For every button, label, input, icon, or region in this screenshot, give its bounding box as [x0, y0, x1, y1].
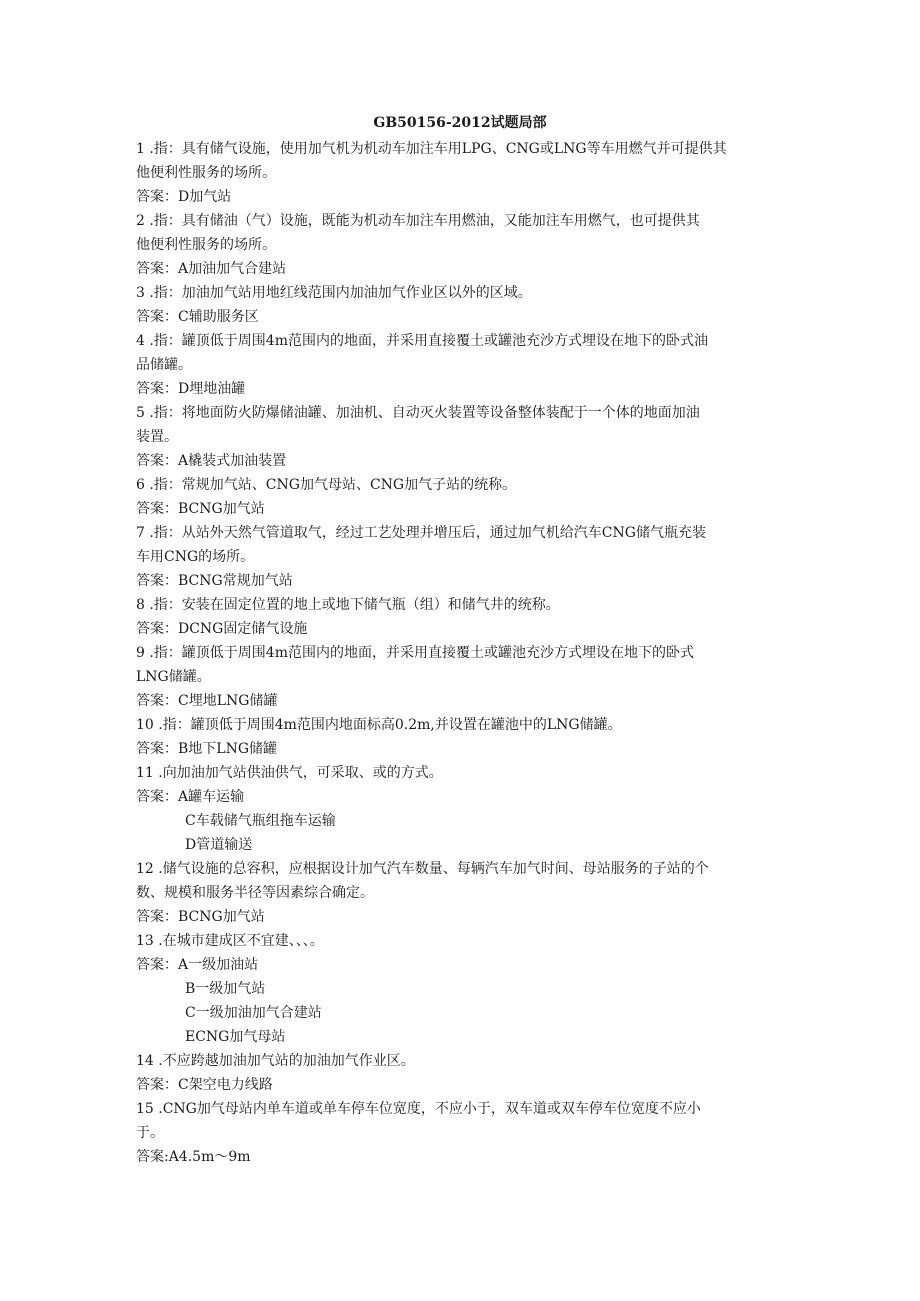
answer-line: 答案：D加气站	[136, 189, 232, 205]
question-line: LNG储罐。	[136, 669, 211, 685]
question-line: 数、规模和服务半径等因素综合确定。	[136, 885, 374, 901]
question-line: 车用CNG的场所。	[136, 549, 255, 565]
answer-line: 答案：A一级加油站	[136, 957, 259, 973]
question-line: 装置。	[136, 429, 178, 445]
answer-line: 答案：BCNG常规加气站	[136, 573, 293, 589]
question-line: 10 .指：罐顶低于周围4m范围内地面标高0.2m,并设置在罐池中的LNG储罐。	[136, 717, 622, 733]
question-line: 9 .指：罐顶低于周围4m范围内的地面，并采用直接覆土或罐池充沙方式埋设在地下的卧式	[136, 645, 694, 661]
question-line: 8 .指：安装在固定位置的地上或地下储气瓶（组）和储气井的统称。	[136, 597, 560, 613]
answer-line: 答案：A橇装式加油装置	[136, 453, 287, 469]
answer-option-line: C一级加油加气合建站	[185, 1005, 322, 1021]
question-line: 11 .向加油加气站供油供气，可采取、或的方式。	[136, 765, 443, 781]
answer-line: 答案：BCNG加气站	[136, 501, 265, 517]
answer-line: 答案:A4.5m～9m	[136, 1149, 251, 1165]
question-line: 他便利性服务的场所。	[136, 165, 276, 181]
answer-line: 答案：D埋地油罐	[136, 381, 246, 397]
answer-line: 答案：A加油加气合建站	[136, 261, 287, 277]
answer-line: 答案：BCNG加气站	[136, 909, 265, 925]
answer-line: 答案：A罐车运输	[136, 789, 245, 805]
question-line: 15 .CNG加气母站内单车道或单车停车位宽度，不应小于，双车道或双车停车位宽度不应小	[136, 1101, 701, 1117]
question-line: 3 .指：加油加气站用地红线范围内加油加气作业区以外的区域。	[136, 285, 532, 301]
question-line: 他便利性服务的场所。	[136, 237, 276, 253]
answer-line: 答案：C架空电力线路	[136, 1077, 273, 1093]
answer-option-line: ECNG加气母站	[185, 1029, 286, 1045]
document-title: GB50156-2012试题局部	[373, 115, 547, 131]
answer-line: 答案：C埋地LNG储罐	[136, 693, 278, 709]
question-line: 2 .指：具有储油（气）设施，既能为机动车加注车用燃油，又能加注车用燃气，也可提供其	[136, 213, 700, 229]
question-line: 1 .指：具有储气设施，使用加气机为机动车加注车用LPG、CNG或LNG等车用燃气并可提供其	[136, 141, 727, 157]
question-line: 7 .指：从站外天然气管道取气，经过工艺处理并增压后，通过加气机给汽车CNG储气瓶充装	[136, 525, 706, 541]
question-line: 12 .储气设施的总容积，应根据设计加气汽车数量、每辆汽车加气时间、母站服务的子站的个	[136, 861, 709, 877]
question-line: 4 .指：罐顶低于周围4m范围内的地面，并采用直接覆土或罐池充沙方式埋设在地下的卧式油	[136, 333, 708, 349]
question-line: 14 .不应跨越加油加气站的加油加气作业区。	[136, 1053, 415, 1069]
question-line: 13 .在城市建成区不宜建、、、。	[136, 933, 324, 949]
question-line: 品储罐。	[136, 357, 192, 373]
question-line: 5 .指：将地面防火防爆储油罐、加油机、自动灭火装置等设备整体装配于一个体的地面加油	[136, 405, 700, 421]
answer-option-line: B一级加气站	[185, 981, 266, 997]
question-list	[136, 137, 786, 1169]
question-line: 6 .指：常规加气站、CNG加气母站、CNG加气子站的统称。	[136, 477, 517, 493]
question-line: 于。	[136, 1125, 164, 1141]
answer-option-line: D管道输送	[185, 837, 253, 853]
answer-line: 答案：C辅助服务区	[136, 309, 259, 325]
answer-option-line: C车载储气瓶组拖车运输	[185, 813, 336, 829]
answer-line: 答案：B地下LNG储罐	[136, 741, 278, 757]
answer-line: 答案：DCNG固定储气设施	[136, 621, 308, 637]
